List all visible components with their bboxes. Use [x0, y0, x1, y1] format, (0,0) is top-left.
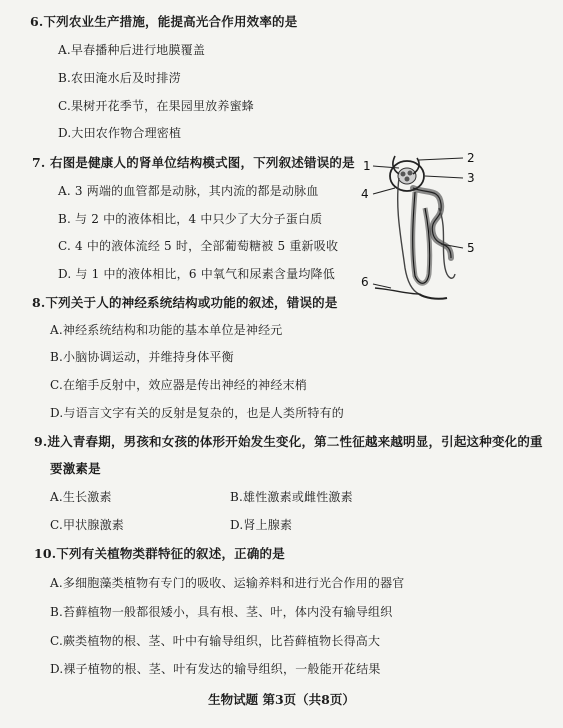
diagram-label-2: 2	[467, 151, 475, 165]
question-7-option-a: A. 3 两端的血管都是动脉，其内流的都是动脉血	[58, 184, 319, 198]
question-6-option-d: D.大田农作物合理密植	[58, 126, 182, 140]
question-9-option-d: D.肾上腺素	[230, 518, 293, 532]
question-10-option-b: B.苔藓植物一般都很矮小，具有根、茎、叶，体内没有输导组织	[50, 605, 393, 619]
question-10-option-a: A.多细胞藻类植物有专门的吸收、运输养料和进行光合作用的器官	[50, 576, 405, 590]
question-8-option-a: A.神经系统结构和功能的基本单位是神经元	[50, 323, 283, 337]
question-10-stem: 10.下列有关植物类群特征的叙述，正确的是	[34, 546, 285, 561]
loop-of-henle	[413, 192, 430, 283]
question-7-option-c: C. 4 中的液体流经 5 时，全部葡萄糖被 5 重新吸收	[58, 239, 339, 253]
question-9-option-a: A.生长激素	[50, 490, 112, 504]
page-footer: 生物试题 第3页（共8页）	[208, 692, 355, 707]
diagram-label-6: 6	[361, 275, 369, 289]
nephron-diagram	[355, 148, 495, 308]
collecting-duct	[419, 294, 447, 299]
question-8-option-d: D.与语言文字有关的反射是复杂的，也是人类所特有的	[50, 406, 345, 420]
question-8-option-c: C.在缩手反射中，效应器是传出神经的神经末梢	[50, 378, 307, 392]
question-10-option-d: D.裸子植物的根、茎、叶有发达的输导组织，一般能开花结果	[50, 662, 381, 676]
diagram-label-1: 1	[363, 159, 371, 173]
question-8-option-b: B.小脑协调运动，并维持身体平衡	[50, 350, 234, 364]
question-6-stem: 6.下列农业生产措施，能提高光合作用效率的是	[30, 14, 298, 29]
diagram-label-5: 5	[467, 241, 475, 255]
question-6-option-c: C.果树开花季节，在果园里放养蜜蜂	[58, 99, 254, 113]
question-7-option-d: D. 与 1 中的液体相比，6 中氧气和尿素含量均降低	[58, 267, 335, 281]
question-10-option-c: C.蕨类植物的根、茎、叶中有输导组织，比苔藓植物长得高大	[50, 634, 381, 648]
question-9-option-b: B.雄性激素或雌性激素	[230, 490, 353, 504]
question-6-option-b: B.农田淹水后及时排涝	[58, 71, 181, 85]
question-8-stem: 8.下列关于人的神经系统结构或功能的叙述，错误的是	[32, 295, 338, 310]
question-7-option-b: B. 与 2 中的液体相比，4 中只少了大分子蛋白质	[58, 212, 323, 226]
question-9-stem: 9.进入青春期，男孩和女孩的体形开始发生变化，第二性征越来越明显，引起这种变化的重	[34, 434, 543, 449]
question-6-option-a: A.早春播种后进行地膜覆盖	[58, 43, 206, 57]
question-9-option-c: C.甲状腺激素	[50, 518, 124, 532]
question-9-stem-continued: 要激素是	[50, 461, 101, 476]
question-7-stem: 7. 右图是健康人的肾单位结构模式图，下列叙述错误的是	[32, 155, 355, 170]
diagram-label-4: 4	[361, 187, 369, 201]
diagram-label-3: 3	[467, 171, 475, 185]
